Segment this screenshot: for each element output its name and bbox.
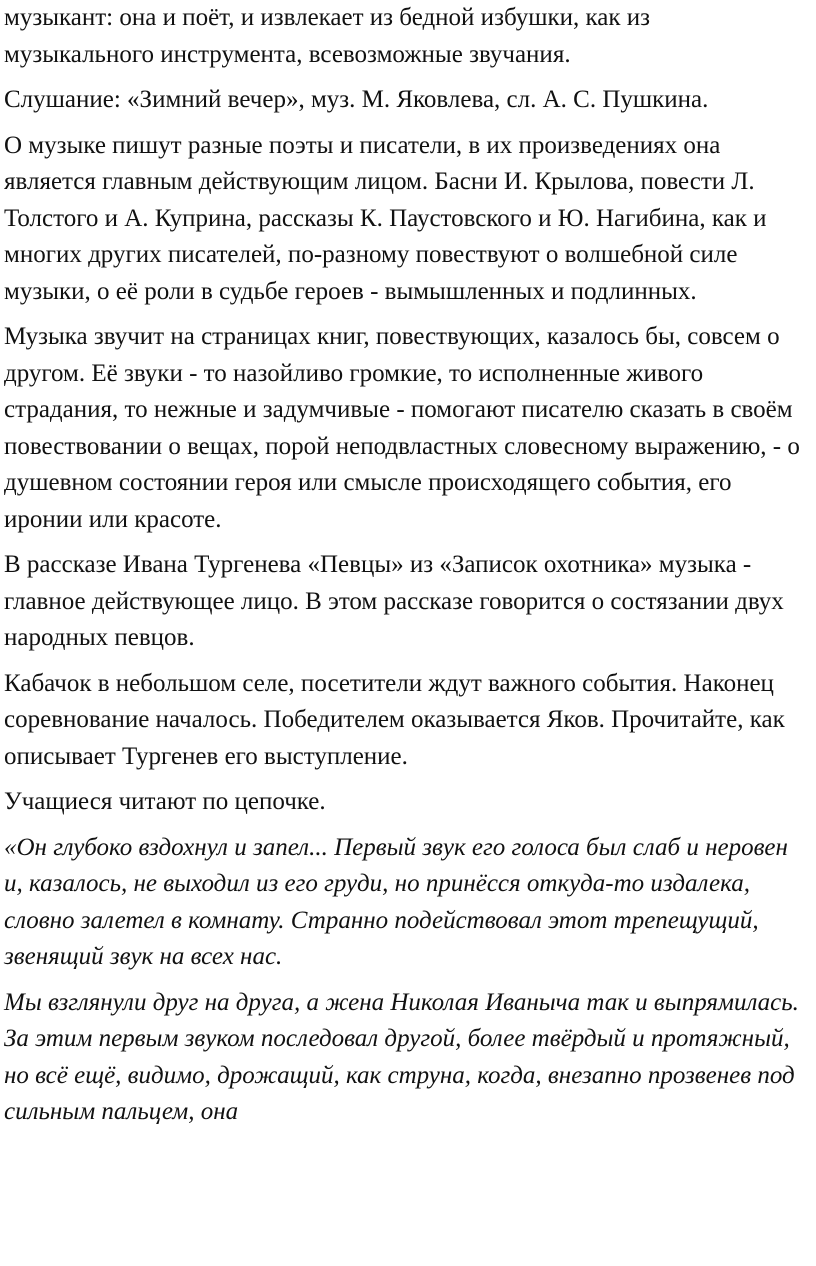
paragraph-turgenev-singers: В рассказе Ивана Тургенева «Певцы» из «Записок охотника» музыка - главное действующее лицо. В этом рассказе говорится о состязании двух народных певцов. — [4, 551, 784, 651]
paragraph-students-read: Учащиеся читают по цепочке. — [4, 788, 326, 815]
paragraph-writers-on-music: О музыке пишут разные поэты и писатели, в их произведениях она является главным действующим лицом. Басни И. Крылова, повести Л. Толстого и А. Куприна, рассказы К. Паустовского и Ю. Нагибина, как и многих других писателей, по-разному повествуют о волшебной силе музыки, о её роли в судьбе героев - вымышленных и подлинных. — [4, 131, 767, 305]
paragraph-musician-hut: музыкант: она и поёт, и извлекает из бедной избушки, как из музыкального инструмента, всевозможные звучания. — [4, 4, 650, 68]
paragraph-tavern-contest: Кабачок в небольшом селе, посетители ждут важного события. Наконец соревнование началось. Победителем оказывается Яков. Прочитайте, как описывает Тургенев его выступление. — [4, 669, 785, 770]
paragraph-listening: Слушание: «Зимний вечер», муз. М. Яковлева, сл. А. С. Пушкина. — [4, 86, 709, 113]
quote-paragraph-first-sound: «Он глубоко вздохнул и запел... Первый звук его голоса был слаб и неровен и, казалось, не выходил из его груди, но принёсся откуда-то издалека, словно залетел в комнату. Странно подействовал этот трепещущий, звенящий звук на всех нас. — [4, 833, 788, 970]
paragraph-music-in-books: Музыка звучит на страницах книг, повествующих, казалось бы, совсем о другом. Её звуки - то назойливо громкие, то исполненные живого страдания, то нежные и задумчивые - помогают писателю сказать в своём повествовании о вещах, порой неподвластных словесному выражению, - о душевном состоянии героя или смысле происходящего события, его иронии или красоте. — [4, 323, 800, 533]
quote-paragraph-second-sound: Мы взглянули друг на друга, а жена Николая Иваныча так и выпрямилась. За этим первым звуком последовал другой, более твёрдый и протяжный, но всё ещё, видимо, дрожащий, как струна, когда, внезапно прозвенев под сильным пальцем, она — [4, 988, 799, 1125]
